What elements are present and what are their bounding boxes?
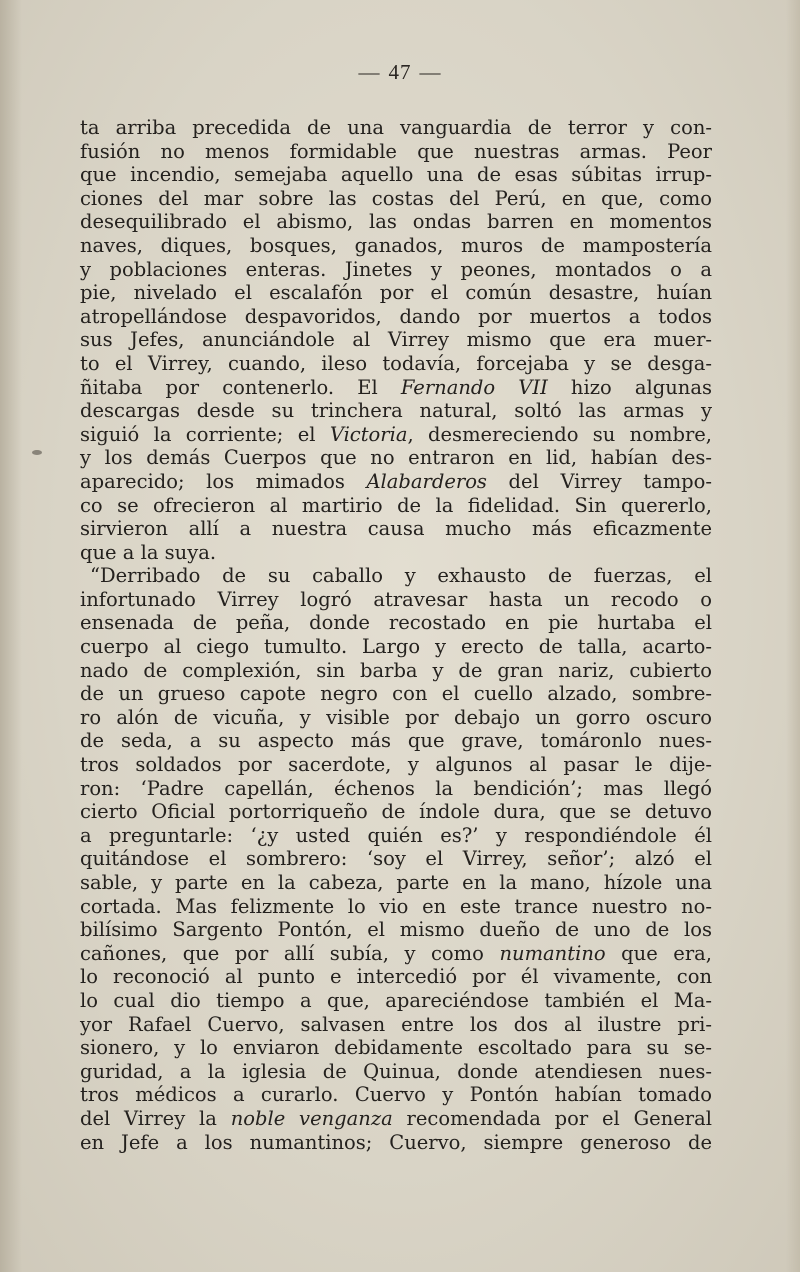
text-run: ro alón de vicuña, y visible por debajo un gorro oscuro bbox=[80, 705, 712, 729]
header-dash-left: — bbox=[358, 60, 381, 84]
text-line bbox=[80, 1036, 712, 1060]
text-line bbox=[80, 399, 712, 423]
text-run: infortunado Virrey logró atravesar hasta un recodo o bbox=[80, 587, 712, 611]
italic-phrase: Victoria bbox=[329, 422, 408, 446]
ink-speck bbox=[32, 450, 42, 455]
text-run: , desmereciendo su nombre, bbox=[407, 422, 713, 446]
text-line bbox=[80, 777, 712, 801]
text-line bbox=[80, 470, 712, 494]
page-shadow-right bbox=[786, 0, 800, 1272]
text-run: desequilibrado el abismo, las ondas barren en momentos bbox=[80, 210, 712, 234]
text-line bbox=[80, 423, 712, 447]
italic-phrase: Alabarderos bbox=[366, 469, 487, 493]
text-run: siguió la corriente; el bbox=[80, 422, 330, 446]
text-run: “Derribado de su caballo y exhausto de fuerzas, el bbox=[90, 564, 712, 588]
text-line bbox=[80, 824, 712, 848]
text-run: ensenada de peña, donde recostado en pie hurtaba el bbox=[80, 611, 712, 635]
text-line bbox=[80, 328, 712, 352]
text-line bbox=[80, 258, 712, 282]
text-run: hizo algunas bbox=[547, 375, 712, 399]
text-run: aparecido; los mimados bbox=[80, 469, 367, 493]
text-line bbox=[80, 376, 712, 400]
text-run: tros soldados por sacerdote, y algunos al pasar le dije- bbox=[80, 753, 712, 777]
text-run: ta arriba precedida de una vanguardia de terror y con- bbox=[80, 116, 712, 139]
text-line bbox=[80, 965, 712, 989]
text-line bbox=[80, 234, 712, 258]
text-line bbox=[80, 989, 712, 1013]
text-run: sus Jefes, anunciándole al Virrey mismo que era muer- bbox=[80, 328, 712, 352]
text-line bbox=[80, 753, 712, 777]
italic-phrase: numantino bbox=[499, 941, 606, 965]
text-line bbox=[80, 1083, 712, 1107]
text-run: que era, bbox=[605, 941, 712, 965]
text-run: y poblaciones enteras. Jinetes y peones, montados o a bbox=[80, 257, 712, 281]
text-run: fusión no menos formidable que nuestras armas. Peor bbox=[80, 139, 712, 163]
text-line bbox=[80, 1131, 712, 1155]
text-run: co se ofrecieron al martirio de la fidelidad. Sin quererlo, bbox=[80, 493, 712, 517]
text-run: que a la suya. bbox=[80, 540, 217, 564]
italic-phrase: noble venganza bbox=[230, 1106, 393, 1130]
text-run: del Virrey la bbox=[80, 1106, 231, 1130]
text-line bbox=[80, 210, 712, 234]
text-line bbox=[80, 895, 712, 919]
text-line bbox=[80, 682, 712, 706]
text-run: lo reconoció al punto e intercedió por él vivamente, con bbox=[80, 965, 712, 989]
text-line bbox=[80, 517, 712, 541]
text-line bbox=[80, 588, 712, 612]
text-run: tros médicos a curarlo. Cuervo y Pontón habían tomado bbox=[80, 1083, 712, 1107]
page-header bbox=[0, 60, 800, 85]
text-run: en Jefe a los numantinos; Cuervo, siempre generoso de bbox=[80, 1130, 712, 1154]
text-run: cortada. Mas felizmente lo vio en este trance nuestro no- bbox=[80, 894, 712, 918]
text-run: del Virrey tampo- bbox=[486, 469, 712, 493]
text-line bbox=[80, 140, 712, 164]
text-line bbox=[80, 281, 712, 305]
text-line bbox=[80, 847, 712, 871]
text-line bbox=[80, 729, 712, 753]
text-run: sirvieron allí a nuestra causa mucho más eficazmente bbox=[80, 517, 712, 541]
text-run: cuerpo al ciego tumulto. Largo y erecto de talla, acarto- bbox=[80, 635, 712, 659]
text-run: atropellándose despavoridos, dando por muertos a todos bbox=[80, 304, 712, 328]
text-line bbox=[80, 564, 712, 588]
text-run: to el Virrey, cuando, ileso todavía, forcejaba y se desga- bbox=[80, 351, 712, 375]
text-run: a preguntarle: ‘¿y usted quién es?’ y respondiéndole él bbox=[80, 823, 712, 847]
text-run: ron: ‘Padre capellán, échenos la bendición’; mas llegó bbox=[80, 776, 712, 800]
text-line bbox=[80, 1060, 712, 1084]
text-line bbox=[80, 446, 712, 470]
text-line bbox=[80, 800, 712, 824]
text-run: sionero, y lo enviaron debidamente escoltado para su se- bbox=[80, 1036, 712, 1060]
text-line bbox=[80, 1013, 712, 1037]
text-run: recomendada por el General bbox=[392, 1106, 712, 1130]
text-run: sable, y parte en la cabeza, parte en la mano, hízole una bbox=[80, 871, 712, 894]
text-run: lo cual dio tiempo a que, apareciéndose también el Ma- bbox=[80, 988, 712, 1012]
text-run: descargas desde su trinchera natural, soltó las armas y bbox=[80, 399, 712, 423]
text-run: naves, diques, bosques, ganados, muros de mampostería bbox=[80, 233, 712, 257]
text-run: bilísimo Sargento Pontón, el mismo dueño de uno de los bbox=[80, 918, 712, 942]
page-number: 47 bbox=[388, 60, 412, 84]
text-run: cañones, que por allí subía, y como bbox=[80, 941, 500, 965]
text-line bbox=[80, 541, 712, 565]
text-line bbox=[80, 163, 712, 187]
text-line bbox=[80, 871, 712, 895]
text-line bbox=[80, 706, 712, 730]
page-shadow-left bbox=[0, 0, 22, 1272]
text-line bbox=[80, 918, 712, 942]
text-line bbox=[80, 942, 712, 966]
text-line bbox=[80, 352, 712, 376]
text-line bbox=[80, 494, 712, 518]
text-run: que incendio, semejaba aquello una de esas súbitas irrup- bbox=[80, 163, 712, 187]
text-run: ñitaba por contenerlo. El bbox=[80, 375, 401, 399]
italic-phrase: Fernando VII bbox=[400, 375, 548, 399]
text-run: y los demás Cuerpos que no entraron en lid, habían des- bbox=[80, 446, 712, 470]
text-run: cierto Oficial portorriqueño de índole dura, que se detuvo bbox=[80, 800, 712, 824]
text-line bbox=[80, 1107, 712, 1131]
text-line bbox=[80, 659, 712, 683]
text-run: yor Rafael Cuervo, salvasen entre los dos al ilustre pri- bbox=[80, 1012, 712, 1036]
text-run: quitándose el sombrero: ‘soy el Virrey, señor’; alzó el bbox=[80, 847, 712, 871]
text-run: nado de complexión, sin barba y de gran nariz, cubierto bbox=[80, 658, 712, 682]
body-text bbox=[80, 116, 712, 1154]
text-run: de seda, a su aspecto más que grave, tomáronlo nues- bbox=[80, 729, 712, 753]
text-run: guridad, a la iglesia de Quinua, donde atendiesen nues- bbox=[80, 1059, 712, 1083]
text-line bbox=[80, 187, 712, 211]
text-line bbox=[80, 116, 712, 140]
text-run: pie, nivelado el escalafón por el común desastre, huían bbox=[80, 281, 712, 305]
text-line bbox=[80, 611, 712, 635]
text-line bbox=[80, 305, 712, 329]
text-run: ciones del mar sobre las costas del Perú, en que, como bbox=[80, 186, 712, 210]
text-run: de un grueso capote negro con el cuello alzado, sombre- bbox=[80, 682, 712, 706]
header-dash-right: — bbox=[419, 60, 442, 84]
text-line bbox=[80, 635, 712, 659]
